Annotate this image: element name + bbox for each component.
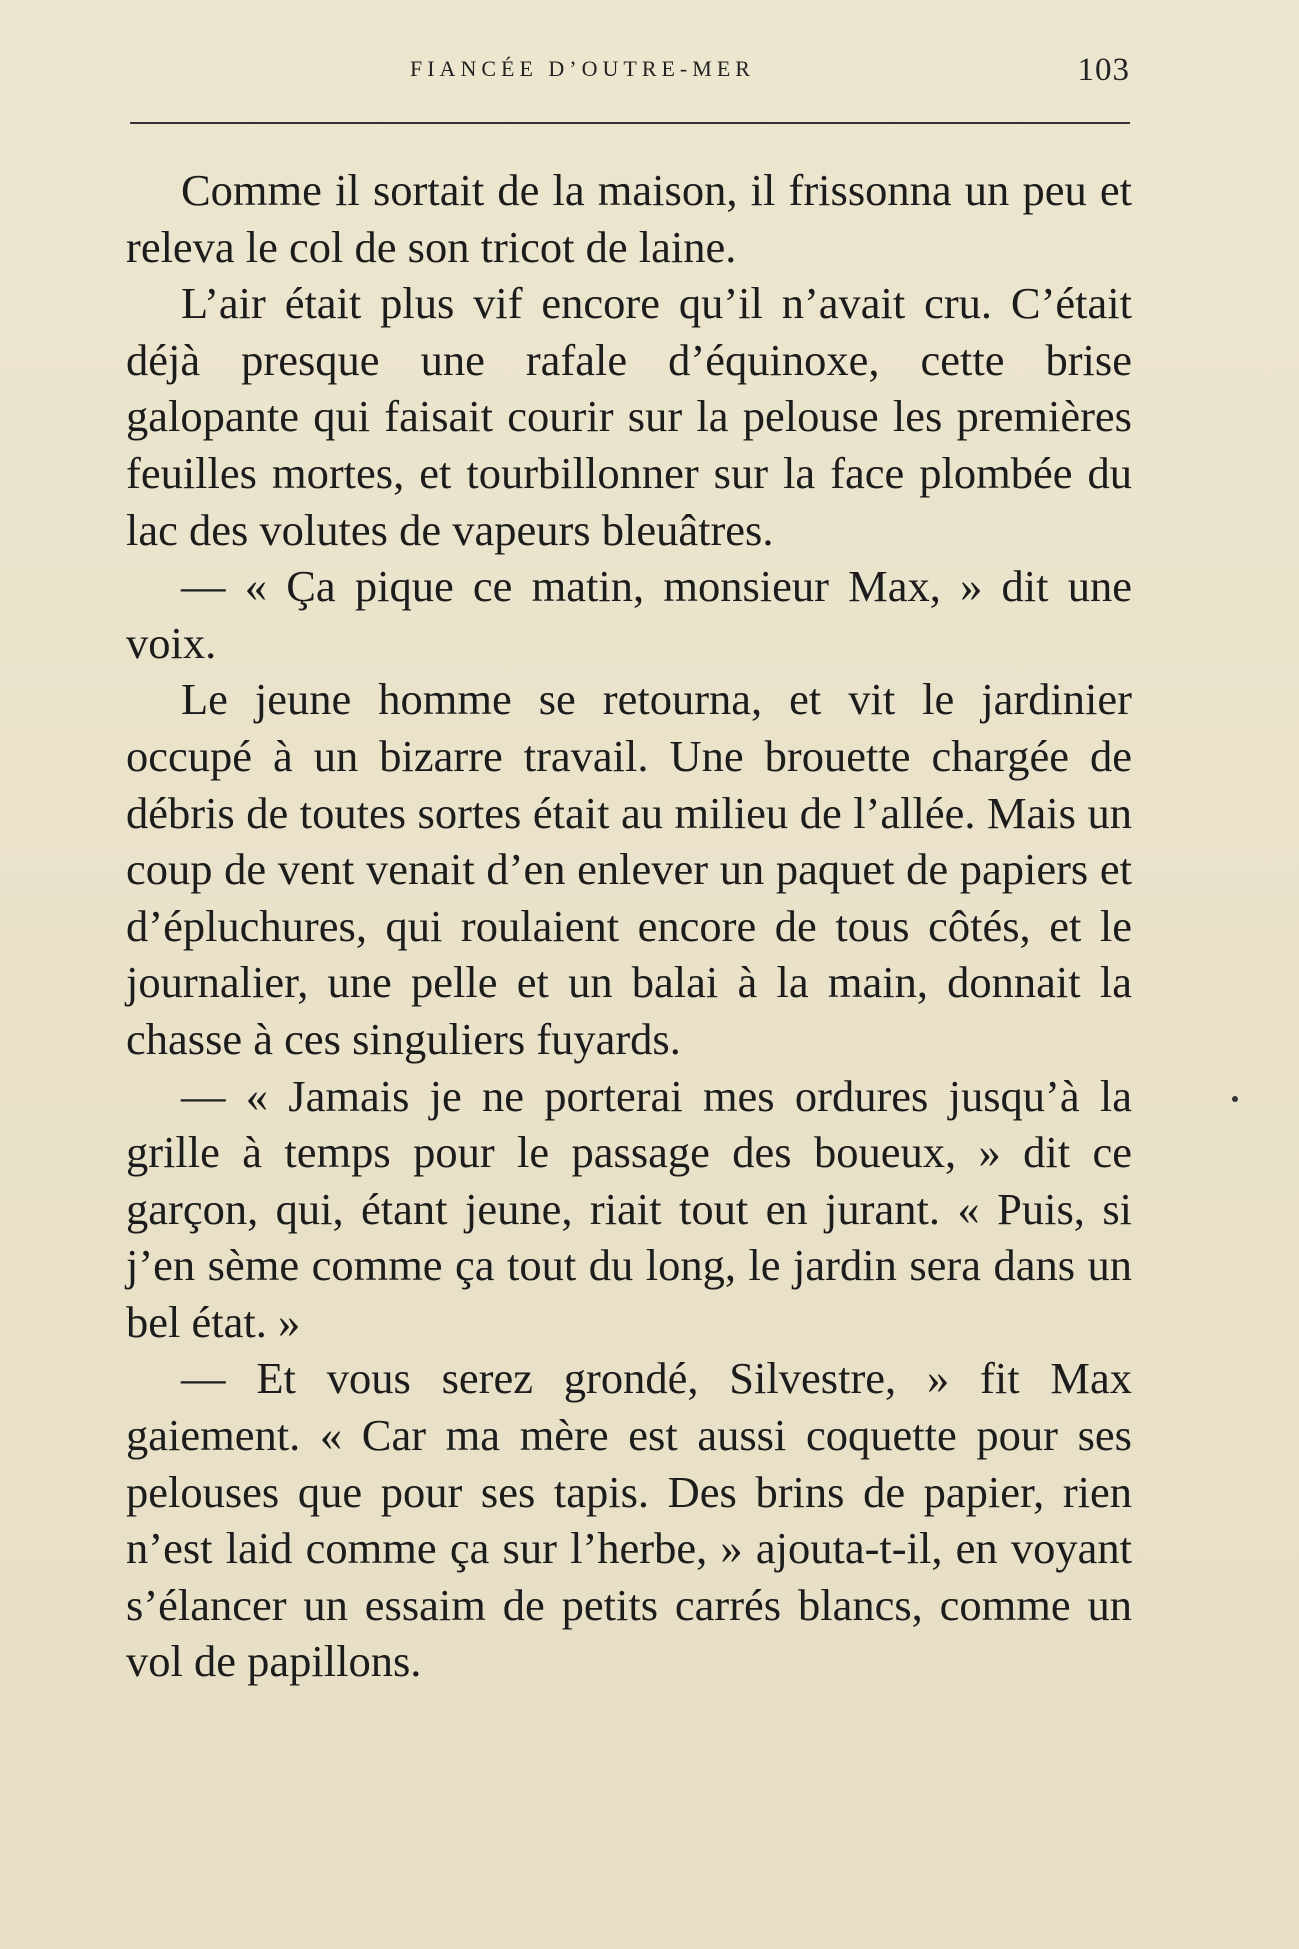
paragraph: Le jeune homme se retourna, et vit le jardinier occupé à un bizarre travail. Une brouette chargée de débris de toutes sortes était au milieu de l’allée. Mais un coup de vent venait d’en enlever un paquet de papiers et d’épluchures, qui roulaient encore de tous côtés, et le journalier, une pelle et un balai à la main, donnait la chasse à ces singuliers fuyards. — [126, 674, 1132, 1064]
ink-speck — [1232, 1096, 1238, 1102]
paragraph: — « Jamais je ne porterai mes ordures jusqu’à la grille à temps pour le passage des boueux, » dit ce garçon, qui, étant jeune, riait tout en jurant. « Puis, si j’en sème comme ça tout du long, le jardin sera dans un bel état. » — [126, 1070, 1132, 1347]
paragraph: L’air était plus vif encore qu’il n’avait cru. C’était déjà presque une rafale d’équinoxe, cette brise galopante qui faisait courir sur la pelouse les premières feuilles mortes, et tourbillonner sur la face plombée du lac des volutes de vapeurs bleuâtres. — [126, 278, 1132, 555]
paragraph: — « Ça pique ce matin, monsieur Max, » dit une voix. — [126, 561, 1132, 668]
running-title: FIANCÉE D’OUTRE-MER — [410, 56, 755, 81]
page-number: 103 — [1077, 52, 1130, 88]
header-rule — [130, 122, 1130, 124]
paragraph: Comme il sortait de la maison, il frissonna un peu et releva le col de son tricot de laine. — [126, 165, 1132, 272]
running-head — [130, 52, 1130, 96]
paragraph: — Et vous serez grondé, Silvestre, » fit Max gaiement. « Car ma mère est aussi coquette pour ses pelouses que pour ses tapis. Des brins de papier, rien n’est laid comme ça sur l’herbe, » ajouta-t-il, en voyant s’élancer un essaim de petits carrés blancs, comme un vol de papillons. — [126, 1353, 1132, 1687]
body-text — [126, 162, 1132, 1690]
